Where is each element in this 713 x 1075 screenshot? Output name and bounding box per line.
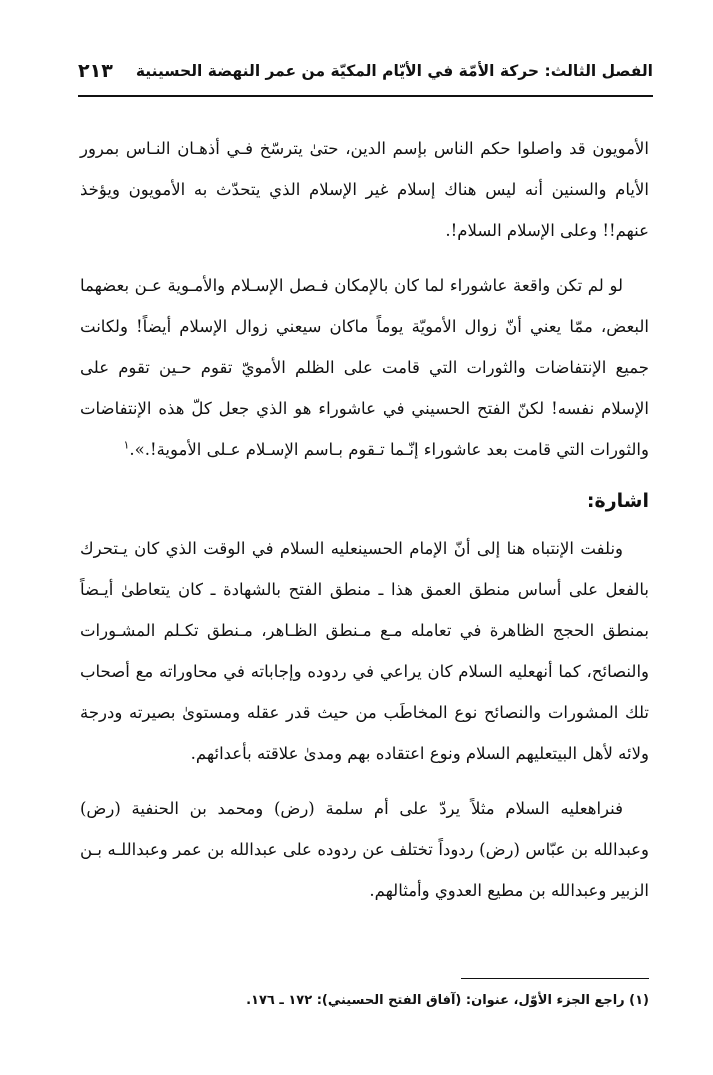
running-header <box>78 58 653 94</box>
section-heading: اشارة: <box>586 490 649 512</box>
page-number: ٢١٣ <box>78 60 113 82</box>
paragraph-3: ونلفت الإنتباه هنا إلى أنّ الإمام الحسينعليه السلام في الوقت الذي كان يـتحرك بالفعل على أساس منطق العمق هذا ـ منطق الفتح بالشهادة ـ كان يتعاطىٰ أيـضاً بمنطق الحجج الظاهرة في تعامله مـع مـنطق الظـاهر، مـنطق تكـلم المشـورات والنصائح، كما أنهعليه السلام كان يراعي في ردوده وإجاباته في محاوراته مع أصحاب تلك المشورات والنصائح نوع المخاطَب من حيث قدر عقله ومستوىٰ بصيرته ودرجة ولائه لأهل البيتعليهم السلام ونوع اعتقاده بهم ومدىٰ علاقته بأعدائهم. <box>80 539 649 763</box>
paragraph-1: الأمويون قد واصلوا حكم الناس بإسم الدين، حتىٰ يترسّخ فـي أذهـان النـاس بمرور الأيام والسنين أنه ليس هناك إسلام غير الإسلام الذي يتحدّث به الأمويون ويؤخذ عنهم!! وعلى الإسلام السلام!. <box>80 139 649 240</box>
paragraph-4: فنراهعليه السلام مثلاً يردّ على أم سلمة (رض) ومحمد بن الحنفية (رض) وعبدالله بن عبّاس (رض) ردوداً تختلف عن ردوده على عبدالله بن عمر وعبداللـه بـن الزبير وعبدالله بن مطيع العدوي وأمثالهم. <box>80 799 649 900</box>
footnote-marker[interactable]: ١ <box>123 438 130 452</box>
footnote-text: (١) راجع الجزء الأوّل، عنوان: (آفاق الفتح الحسيني): ١٧٢ ـ ١٧٦. <box>246 993 649 1008</box>
chapter-title: الفصل الثالث: حركة الأمّة في الأيّام المكيّة من عمر النهضة الحسينية <box>135 62 653 80</box>
paragraph-2-text: لو لم تكن واقعة عاشوراء لما كان بالإمكان فـصل الإسـلام والأمـوية عـن بعضهما البعض، ممّا يعني أنّ زوال الأمويّة يوماً ماكان سيعني زوال الإسلام أيضاً! ولكانت جميع الإنتفاضات والثورات التي قامت على الظلم الأمويّ تقوم حـين تقوم على الإسلام نفسه! لكنّ الفتح الحسيني في عاشوراء هو الذي جعل كلّ هذه الإنتفاضات والثورات التي قامت بعد عاشوراء إنّـما تـقوم بـاسم الإسـلام عـلى الأموية!.». <box>80 276 649 459</box>
main-text <box>80 128 649 925</box>
footnote-divider <box>461 978 649 979</box>
paragraph-2 <box>80 265 649 470</box>
header-divider <box>78 95 653 97</box>
